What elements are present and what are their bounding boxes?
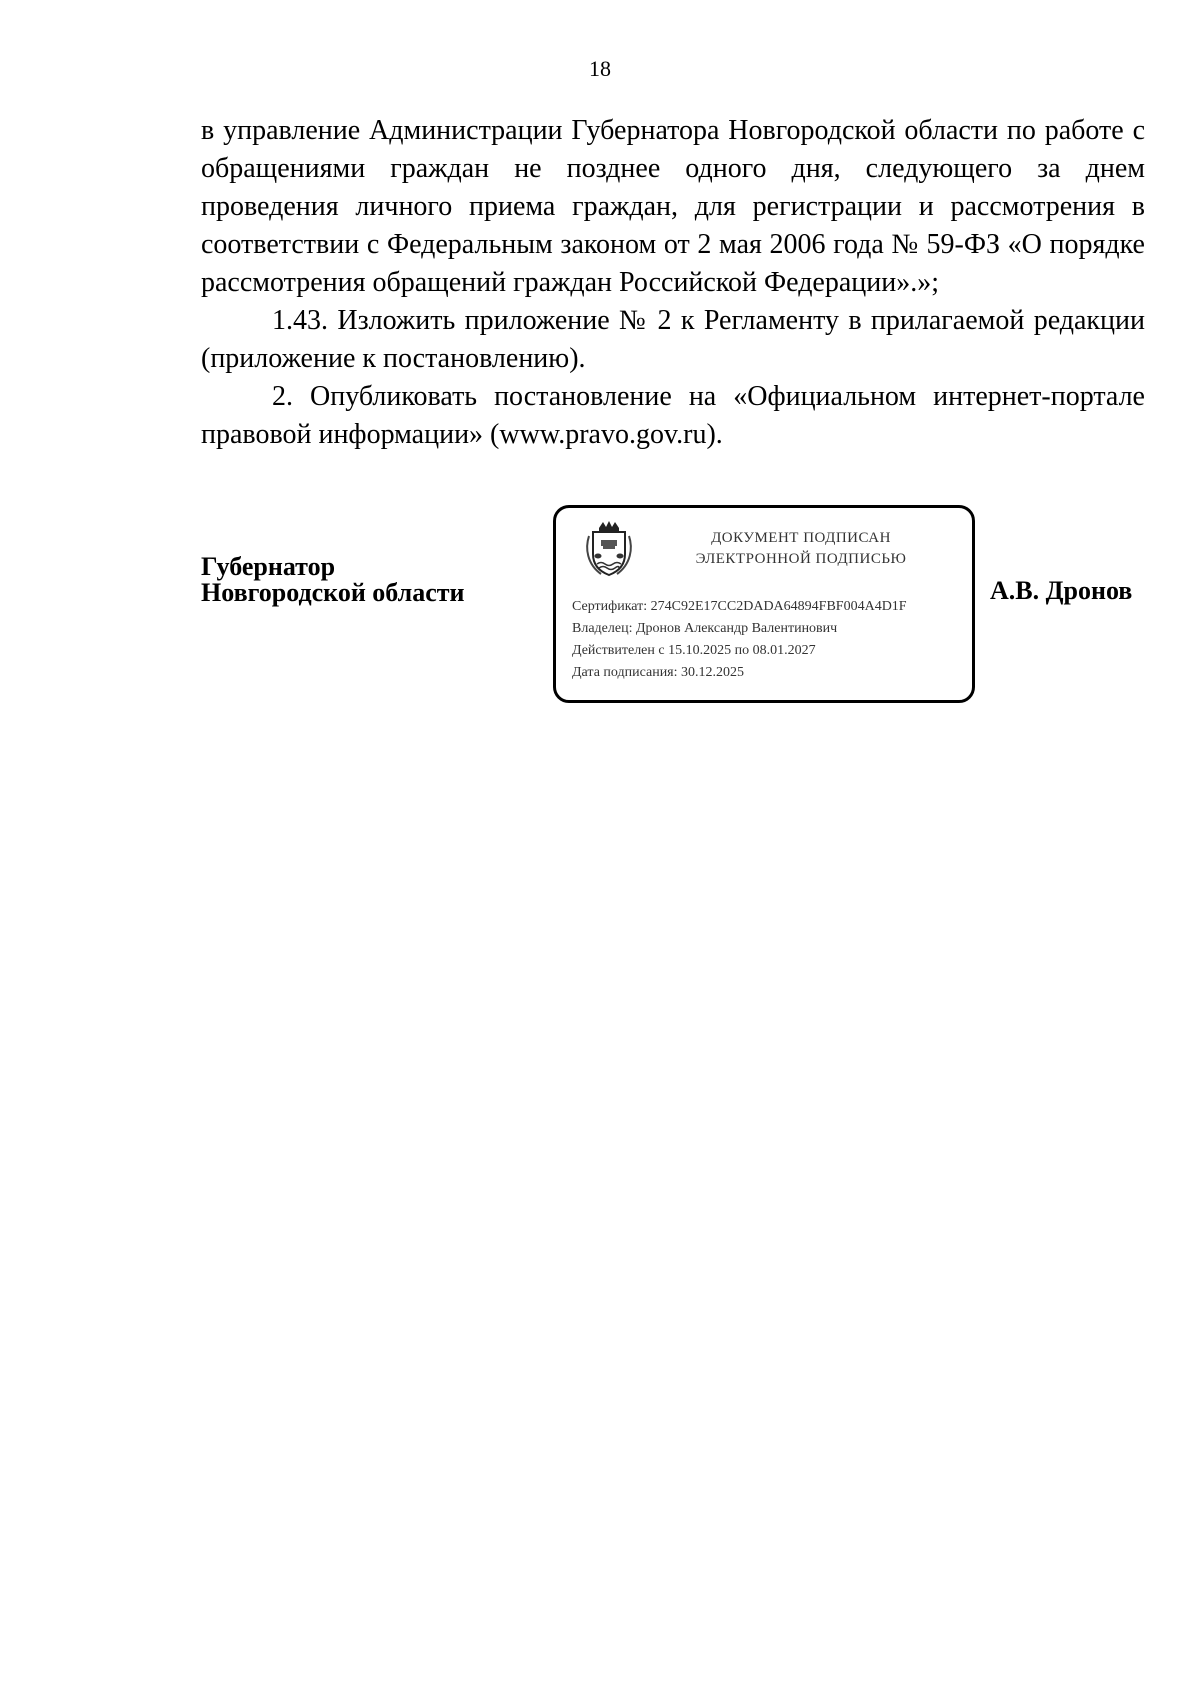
paragraph-item-1-43: 1.43. Изложить приложение № 2 к Регламенту в прилагаемой редакции (приложение к постановлению). [201, 305, 1145, 374]
body-text [201, 112, 1145, 454]
stamp-owner: Владелец: Дронов Александр Валентинович [572, 621, 838, 636]
paragraph-continuation: в управление Администрации Губернатора Новгородской области по работе с обращениями граждан не позднее одного дня, следующего за днем проведения личного приема граждан, для регистрации и рассмотрения в соответствии с Федеральным законом от 2 мая 2006 года № 59-ФЗ «О порядке рассмотрения обращений граждан Российской Федерации».»; [201, 115, 1145, 298]
stamp-validity: Действителен с 15.10.2025 по 08.01.2027 [572, 643, 816, 658]
signer-title [201, 554, 465, 606]
stamp-signing-date: Дата подписания: 30.12.2025 [572, 665, 745, 680]
page-number: 18 [589, 56, 611, 81]
signer-title-line1: Губернатор [201, 552, 336, 581]
signer-title-line2: Новгородской области [201, 578, 465, 607]
novgorod-coat-of-arms-icon [581, 518, 637, 578]
stamp-title [651, 528, 951, 570]
paragraph-item-2: 2. Опубликовать постановление на «Официальном интернет-портале правовой информации» (www.pravo.gov.ru). [201, 381, 1145, 450]
stamp-certificate: Сертификат: 274C92E17CC2DADA64894FBF004A4D1F [572, 599, 907, 614]
electronic-signature-stamp [553, 505, 975, 703]
stamp-title-line1: ДОКУМЕНТ ПОДПИСАН [711, 530, 891, 546]
signer-name: А.В. Дронов [990, 576, 1133, 605]
stamp-details [572, 596, 907, 684]
stamp-title-line2: ЭЛЕКТРОННОЙ ПОДПИСЬЮ [695, 551, 907, 567]
